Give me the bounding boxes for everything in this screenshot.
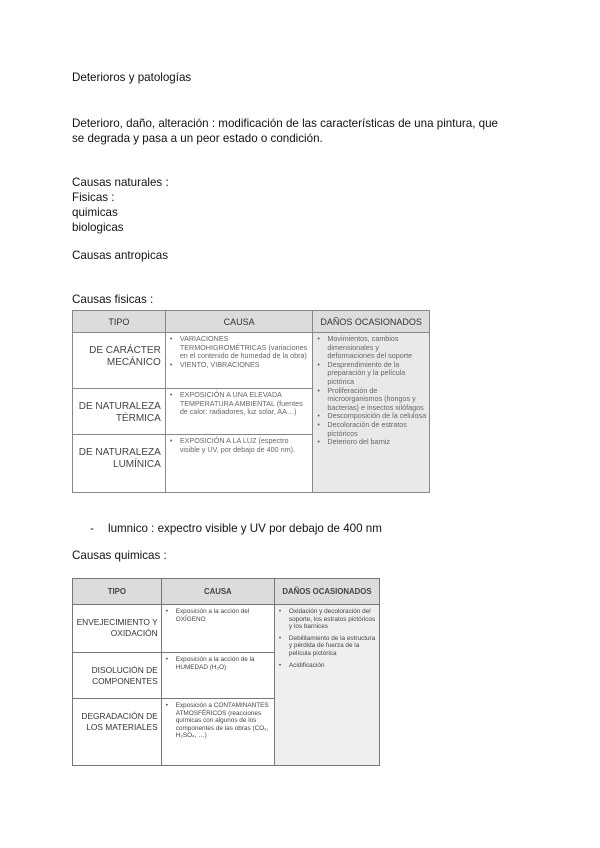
table-header-row — [73, 579, 380, 605]
cause-cell — [161, 605, 274, 653]
definition-paragraph: Deterioro, daño, alteración : modificación de las características de una pintura, que se degrada y pasa a un peor estado o condición. — [72, 117, 498, 145]
column-header: CAUSA — [165, 311, 313, 333]
type-cell: DE NATURALEZA TÉRMICA — [73, 389, 166, 435]
damage-item: • Deterioro del barniz — [327, 438, 427, 447]
damage-item: • Debilitamiento de la estructura y pérdida de fuerza de la película pictórica — [289, 635, 377, 658]
type-cell: DE CARÁCTER MECÁNICO — [73, 333, 166, 389]
cause-cell — [165, 435, 313, 493]
damage-item: • Desprendimiento de la preparación y la película pictórica — [327, 361, 427, 387]
note-text: lumnico : expectro visible y UV por debajo de 400 nm — [108, 522, 382, 535]
natural-causes-title: Causas naturales : — [72, 176, 169, 189]
cause-item: • Exposición a la acción de la HUMEDAD (H₂O) — [176, 656, 272, 671]
physical-causes-table — [72, 310, 430, 493]
damages-cell — [313, 333, 430, 493]
cause-cell — [165, 333, 313, 389]
table-header-row — [73, 311, 430, 333]
damage-item: • Decoloración de estratos pictóricos — [327, 421, 427, 438]
page-heading: Deterioros y patologías — [72, 71, 192, 84]
damage-item: • Movimientos, cambios dimensionales y deformaciones del soporte — [327, 335, 427, 361]
dash-marker: - — [90, 522, 94, 535]
damage-item: • Oxidación y decoloración del soporte, los estratos pictóricos y los barnices — [289, 608, 377, 631]
type-cell: ENVEJECIMIENTO Y OXIDACIÓN — [73, 605, 162, 653]
natural-cause-item: Fisicas : — [72, 191, 115, 204]
column-header: TIPO — [73, 311, 166, 333]
type-cell: DISOLUCIÓN DE COMPONENTES — [73, 653, 162, 699]
natural-cause-item: biologicas — [72, 221, 124, 234]
column-header: DAÑOS OCASIONADOS — [313, 311, 430, 333]
column-header: DAÑOS OCASIONADOS — [274, 579, 379, 605]
damage-item: • Proliferación de microorganismos (hongos y bacterias) e insectos xilófagos — [327, 387, 427, 413]
type-cell: DEGRADACIÓN DE LOS MATERIALES — [73, 699, 162, 766]
physical-causes-title: Causas fisicas : — [72, 293, 154, 306]
cause-item: • VARIACIONES TERMOHIGROMÉTRICAS (variaciones en el contenido de humedad de la obra) — [180, 335, 311, 361]
cause-item: • VIENTO, VIBRACIONES — [180, 361, 311, 370]
cause-item: • Exposición a CONTAMINANTES ATMOSFÉRICOS (reacciones químicas con algunos de los componentes de las obras (CO₂, H₂SO₄, …) — [176, 702, 272, 740]
table-row — [73, 333, 430, 389]
chemical-causes-table — [72, 578, 380, 766]
table-row — [73, 605, 380, 653]
column-header: CAUSA — [161, 579, 274, 605]
cause-cell — [161, 653, 274, 699]
damages-cell — [274, 605, 379, 766]
natural-cause-item: quimicas — [72, 206, 118, 219]
cause-cell — [165, 389, 313, 435]
chemical-causes-title: Causas quimicas : — [72, 549, 167, 562]
cause-item: • EXPOSICIÓN A UNA ELEVADA TEMPERATURA AMBIENTAL (fuentes de calor: radiadores, luz solar, AA…) — [180, 391, 311, 417]
damage-item: • Acidificación — [289, 662, 377, 670]
type-cell: DE NATURALEZA LUMÍNICA — [73, 435, 166, 493]
cause-item: • Exposición a la acción del OXÍGENO — [176, 608, 272, 623]
cause-item: • EXPOSICIÓN A LA LUZ (espectro visible y UV, por debajo de 400 nm). — [180, 437, 311, 454]
cause-cell — [161, 699, 274, 766]
anthropic-causes-title: Causas antropicas — [72, 249, 169, 262]
column-header: TIPO — [73, 579, 162, 605]
damage-item: • Descomposición de la celulosa — [327, 412, 427, 421]
